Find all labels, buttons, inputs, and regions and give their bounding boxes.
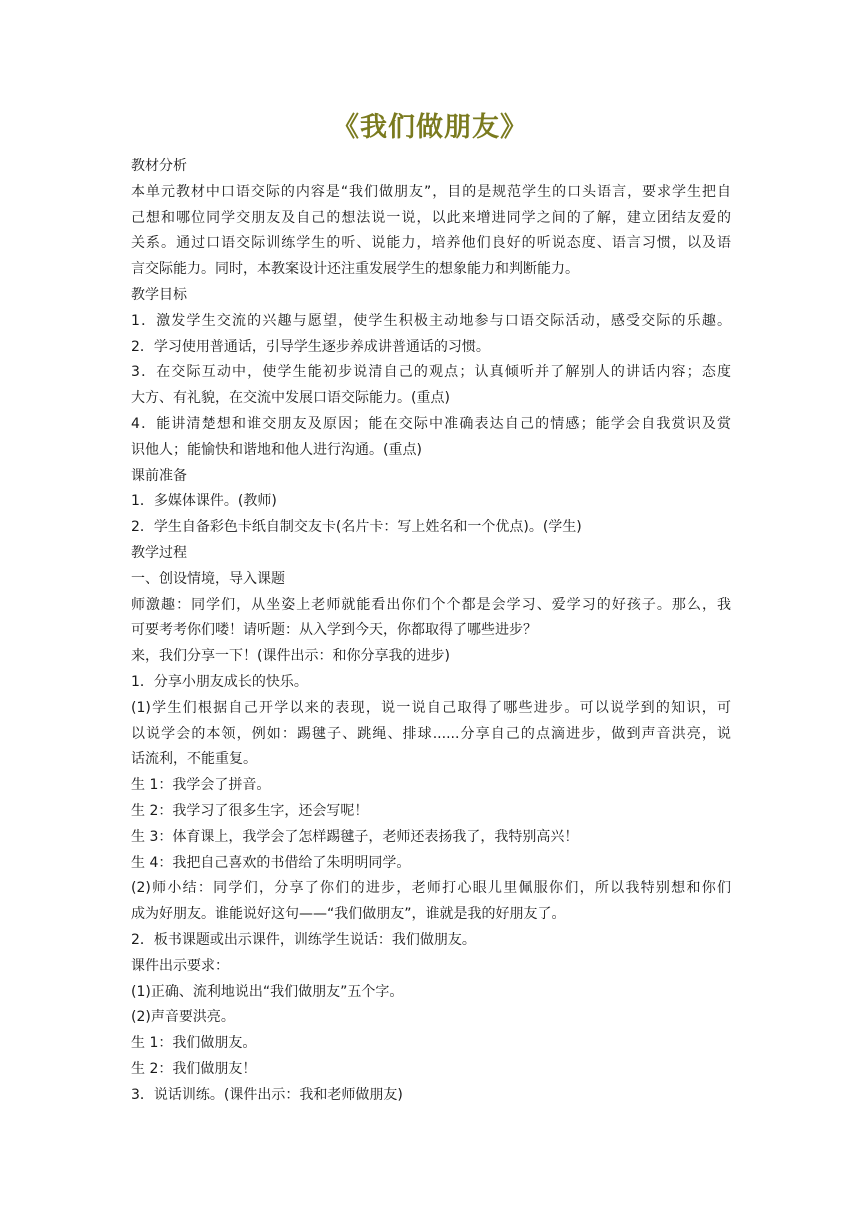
document-line: 大方、有礼貌，在交流中发展口语交际能力。(重点) [131, 390, 450, 407]
document-line: 成为好朋友。谁能说好这句——“我们做朋友”，谁就是我的好朋友了。 [131, 906, 566, 923]
document-line: 2．学生自备彩色卡纸自制交友卡(名片卡：写上姓名和一个优点)。(学生) [131, 519, 582, 536]
document-line: 课件出示要求： [131, 957, 229, 974]
document-line: 师激趣：同学们，从坐姿上老师就能看出你们个个都是会学习、爱学习的好孩子。那么，我 [131, 596, 731, 613]
document-line: 生 1：我们做朋友。 [131, 1035, 257, 1052]
document-line: 1．分享小朋友成长的快乐。 [131, 673, 308, 690]
document-line: 识他人；能愉快和谐地和他人进行沟通。(重点) [131, 441, 422, 458]
document-line: 1．多媒体课件。(教师) [131, 493, 277, 510]
document-line: 3．说话训练。(课件出示：我和老师做朋友) [131, 1086, 403, 1103]
document-line: (1)正确、流利地说出“我们做朋友”五个字。 [131, 983, 404, 1000]
document-line: 言交际能力。同时，本教案设计还注重发展学生的想象能力和判断能力。 [131, 261, 579, 278]
document-line: 生 3：体育课上，我学会了怎样踢毽子，老师还表扬我了，我特别高兴！ [131, 828, 579, 845]
document-line: 教材分析 [131, 158, 187, 174]
document-line: 课前准备 [131, 467, 187, 484]
document-line: 关系。通过口语交际训练学生的听、说能力，培养他们良好的听说态度、语言习惯，以及语 [131, 235, 731, 252]
document-line: 以说学会的本领，例如：踢毽子、跳绳、排球......分享自己的点滴进步，做到声音洪亮，说 [131, 725, 731, 742]
document-line: 1．激发学生交流的兴趣与愿望，使学生积极主动地参与口语交际活动，感受交际的乐趣。 [131, 312, 731, 329]
document-line: 生 1：我学会了拼音。 [131, 777, 271, 794]
document-line: 本单元教材中口语交际的内容是“我们做朋友”，目的是规范学生的口头语言，要求学生把自 [131, 183, 731, 200]
document-line: (2)师小结：同学们，分享了你们的进步，老师打心眼儿里佩服你们，所以我特别想和你们 [131, 880, 731, 897]
document-line: 2．学习使用普通话，引导学生逐步养成讲普通话的习惯。 [131, 338, 490, 355]
document-line: 生 2：我学习了很多生字，还会写呢！ [131, 802, 369, 819]
document-body [131, 154, 731, 1108]
document-line: 教学过程 [131, 544, 187, 561]
document-line: 4．能讲清楚想和谁交朋友及原因；能在交际中准确表达自己的情感；能学会自我赏识及赏 [131, 415, 731, 432]
document-line: (2)声音要洪亮。 [131, 1009, 235, 1026]
document-line: 来，我们分享一下！(课件出示：和你分享我的进步) [131, 648, 450, 665]
document-line: 可要考考你们喽！请听题：从入学到今天，你都取得了哪些进步？ [131, 622, 537, 639]
document-line: 生 4：我把自己喜欢的书借给了朱明明同学。 [131, 854, 411, 871]
document-line: 一、创设情境，导入课题 [131, 570, 285, 587]
document-title: 《我们做朋友》 [332, 112, 528, 143]
document-line: 2．板书课题或出示课件，训练学生说话：我们做朋友。 [131, 931, 476, 948]
document-line: 教学目标 [131, 286, 187, 303]
document-line: 话流利，不能重复。 [131, 751, 257, 768]
document-line: 己想和哪位同学交朋友及自己的想法说一说，以此来增进同学之间的了解，建立团结友爱的 [131, 209, 731, 226]
document-line: 3．在交际互动中，使学生能初步说清自己的观点；认真倾听并了解别人的讲话内容；态度 [131, 364, 731, 381]
document-line: 生 2：我们做朋友！ [131, 1060, 257, 1077]
document-line: (1)学生们根据自己开学以来的表现，说一说自己取得了哪些进步。可以说学到的知识，可 [131, 699, 731, 716]
